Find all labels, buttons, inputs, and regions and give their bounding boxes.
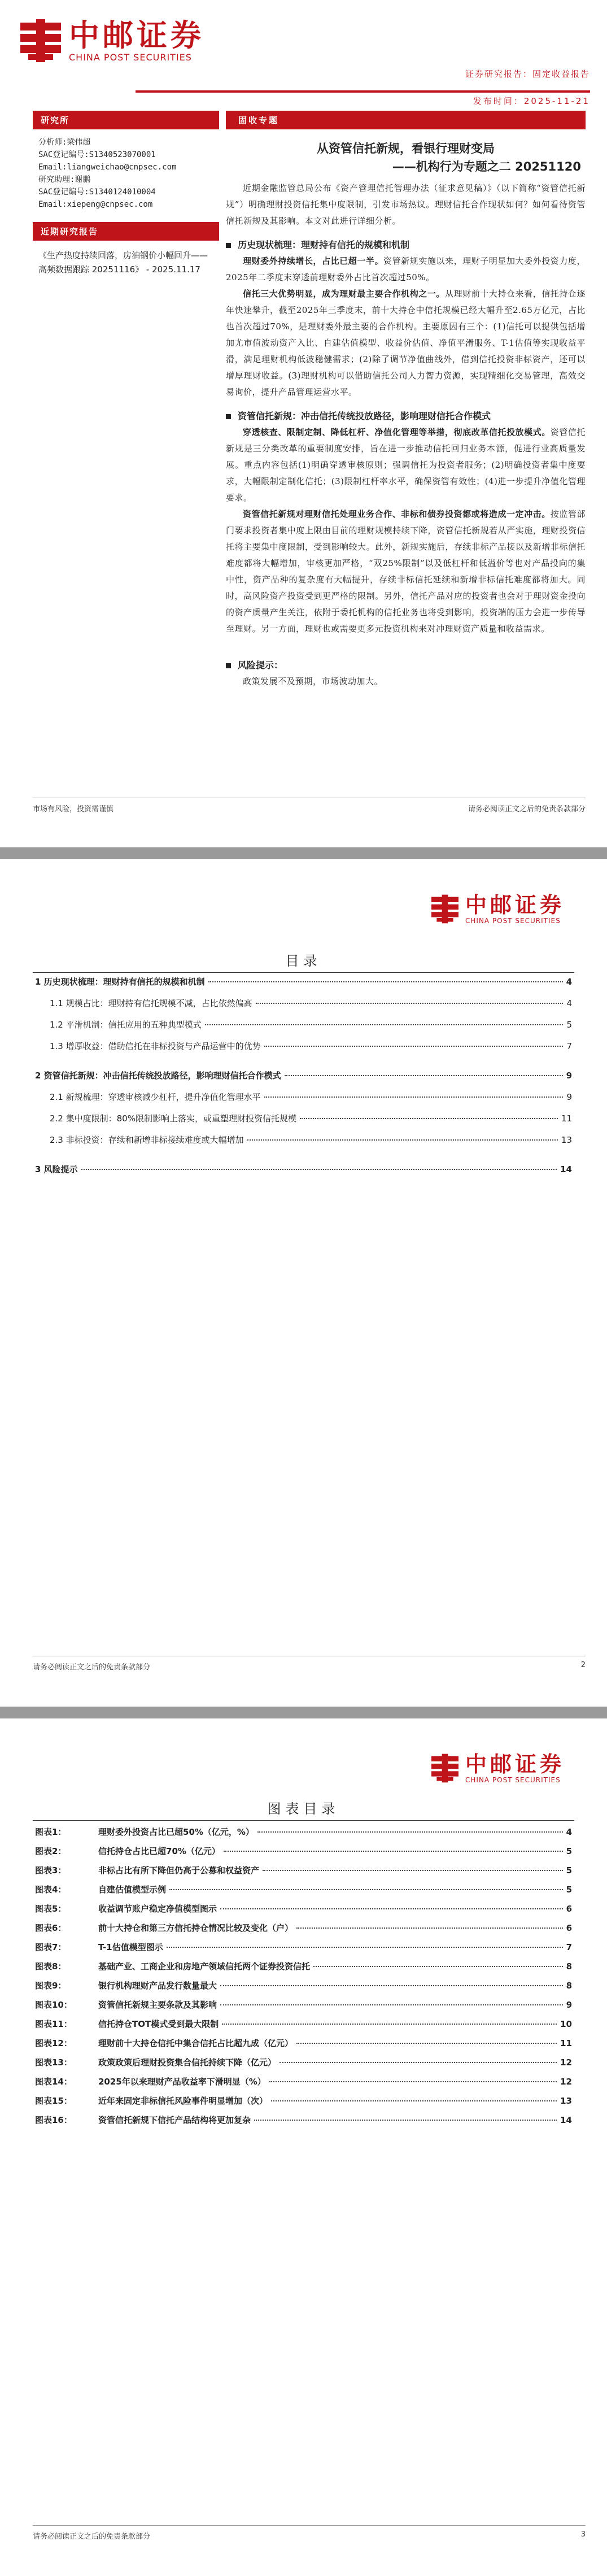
- page-footer: [33, 798, 586, 813]
- chart-list-entry[interactable]: 图表5： 收益调节账户稳定净值模型图示 6: [35, 1904, 572, 1914]
- analyst-line: 分析师:梁伟超: [38, 138, 91, 147]
- report-title: 从资管信托新规，看银行理财变局: [317, 142, 495, 155]
- china-post-logo-icon: [429, 893, 461, 925]
- main-content: [226, 111, 586, 690]
- chart-list-entry[interactable]: 图表1： 理财委外投资占比已超50%（亿元，%） 4: [35, 1827, 572, 1837]
- toc-entry[interactable]: 1 历史现状梳理：理财持有信托的规模和机制 4: [35, 977, 572, 987]
- footer-disclaimer: 请务必阅读正文之后的免责条款部分: [33, 2533, 151, 2541]
- chart-list-entry[interactable]: 图表14： 2025年以来理财产品收益率下滑明显（%） 12: [35, 2077, 572, 2087]
- chart-list-entry[interactable]: 图表16： 资管信托新规下信托产品结构将更加复杂 14: [35, 2115, 572, 2125]
- report-page-2: [0, 859, 607, 1707]
- footer-left: 市场有风险，投资需谨慎: [33, 805, 114, 813]
- company-logo: [429, 1752, 565, 1784]
- research-team-header: 研究所: [33, 111, 219, 129]
- chart-list-entry[interactable]: 图表2： 信托持仓占比已超70%（亿元） 5: [35, 1846, 572, 1856]
- company-logo: [17, 17, 204, 64]
- section-1-heading: 历史现状梳理：理财持有信托的规模和机制: [226, 237, 586, 253]
- toc-title: 目录: [285, 953, 322, 969]
- toc-entry[interactable]: 3 风险提示 14: [35, 1164, 572, 1174]
- chart-list-entry[interactable]: 图表3： 非标占比有所下降但仍高于公募和权益资产 5: [35, 1865, 572, 1876]
- recent-report-link[interactable]: 《生产热度持续回落，房油钢价小幅回升——高频数据跟踪 20251116》 - 2025.11.17: [38, 250, 208, 275]
- chart-list-entry[interactable]: 图表9： 银行机构理财产品发行数量最大 8: [35, 1981, 572, 1991]
- section-header: 固收专题: [226, 111, 586, 129]
- chart-list-entry[interactable]: 图表12： 理财前十大持仓信托中集合信托占比超九成（亿元） 11: [35, 2038, 572, 2048]
- logo-name-cn: 中邮证券: [69, 17, 204, 53]
- analyst-info: [33, 129, 219, 217]
- intro-paragraph: 近期金融监管总局公布《资产管理信托管理办法（征求意见稿）》（以下简称“资管信托新规”）明确理财投资信托集中度限制，引发市场热议。理财信托合作现状如何？如何看待资管信托新规及其影响。本文对此进行详细分析。: [226, 183, 586, 226]
- chart-list-entry[interactable]: 图表7： T-1估值模型图示 7: [35, 1942, 572, 1952]
- publish-date: 发布时间：2025-11-21: [473, 96, 590, 106]
- chart-list-title: 图表目录: [267, 1801, 340, 1817]
- china-post-logo-icon: [17, 17, 64, 64]
- chart-list-entry[interactable]: 图表15： 近年来固定非标信托风险事件明显增加（次） 13: [35, 2096, 572, 2106]
- toc-entry[interactable]: 1.3 增厚收益：借助信托在非标投资与产品运营中的优势 7: [50, 1041, 572, 1051]
- analyst-line: SAC登记编号:S1340523070001: [38, 150, 156, 159]
- section-1-paragraph: 理财委外持续增长，占比已超一半。资管新规实施以来，理财子明显加大委外投资力度，2025年二季度末穿透前理财委外占比首次超过50%。: [226, 256, 586, 282]
- company-logo: [429, 893, 565, 925]
- footer-right: 请务必阅读正文之后的免责条款部分: [468, 805, 586, 813]
- analyst-line: Email:xiepeng@cnpsec.com: [38, 200, 153, 209]
- page-footer: [33, 2525, 586, 2541]
- table-of-contents: [35, 976, 572, 1185]
- section-2-heading: 资管信托新规：冲击信托传统投放路径，影响理财信托合作模式: [226, 408, 586, 424]
- section-2-paragraph: 资管信托新规对理财信托处理业务合作、非标和债券投资都或将造成一定冲击。按监管部门要求投资者集中度上限由目前的理财规模持续下降，资管信托新规若从严实施，理财投资信托将主要集中度限制，受到影响较大。此外，新规实施后，存续非标产品接以及新增非标信托难度都将大幅增加，审核更加严格，“双25%限制”以及低杠杆和低溢价等也对产品投向的集中性，资产品种的复杂度有大幅提升，存续非标信托延续和新增非标信托难度都将加大。同时，高风险资产投资受到更严格的限制。另外，信托产品对应的投资者也会对于理财资金投向的资产质量产生关注，依附于委托机构的信托业务也将受到影响，投资端的压力会进一步传导至理财。另一方面，理财也或需要更多元投资机构来对冲理财资产质量和收益需求。: [226, 509, 586, 634]
- china-post-logo-icon: [429, 1752, 461, 1784]
- section-1-paragraph: 信托三大优势明显，成为理财最主要合作机构之一。从理财前十大持仓来看，信托持仓逐年快速攀升，截至2025年三季度末，前十大持仓中信托规模已经大幅升至2.65万亿元，占比也首次超过70%，是理财委外最主要的合作机构。主要原因有三个：(1)信托可以提供包括增加尤市值波动资产入比、自建估值模型、收益价估值、净值平滑服务、T-1估值等实现收益平滑，满足理财机构低波稳健需求；(2)除了调节净值曲线外，借到信托投资非标资产，还可以增厚理财收益。(3)理财机构可以借助信托公司人力智力资源，实现精细化交易管理，高效交易询价，提升产品管理运营水平。: [226, 289, 586, 397]
- toc-rule: [33, 972, 574, 973]
- header-rule: [136, 90, 590, 93]
- analyst-line: 研究助理:谢鹏: [38, 175, 91, 184]
- toc-entry[interactable]: 2.2 集中度限制：80%限制影响上落实，或重塑理财投资信托规模 11: [50, 1113, 572, 1124]
- toc-entry[interactable]: 2 资管信托新规：冲击信托传统投放路径，影响理财信托合作模式 9: [35, 1071, 572, 1081]
- toc-entry[interactable]: 2.1 新规梳理：穿透审核减少杠杆，提升净值化管理水平 9: [50, 1092, 572, 1102]
- report-page-3: [0, 1718, 607, 2576]
- logo-name-cn: 中邮证券: [465, 893, 565, 917]
- chart-list-entry[interactable]: 图表11： 信托持仓TOT模式受到最大限制 10: [35, 2019, 572, 2029]
- page-number: 3: [580, 2530, 586, 2539]
- logo-name-en: CHINA POST SECURITIES: [465, 917, 561, 925]
- chart-list-entry[interactable]: 图表10： 资管信托新规主要条款及其影响 9: [35, 2000, 572, 2010]
- report-type: 证券研究报告：固定收益报告: [465, 69, 590, 79]
- chart-list-rule: [33, 1820, 574, 1821]
- analyst-line: Email:liangweichao@cnpsec.com: [38, 163, 177, 172]
- sidebar: [33, 111, 219, 285]
- chart-list-entry[interactable]: 图表8： 基础产业、工商企业和房地产领域信托两个证券投资信托 8: [35, 1961, 572, 1972]
- logo-name-cn: 中邮证券: [465, 1752, 565, 1777]
- section-2-paragraph: 穿透核查、限制定制、降低杠杆、净值化管理等举措，彻底改革信托投放模式。资管信托新规是三分类改革的重要制度安排，旨在进一步推动信托回归业务本源，促进行业高质量发展。重点内容包括(1)明确穿透审核原则；强调信托为投资者服务；(2)明确投资者集中度要求，大幅限制定制化信托；(3)限制杠杆率水平，确保资管有效性；(4)进一步提升净值化管理要求。: [226, 427, 586, 503]
- footer-disclaimer: 请务必阅读正文之后的免责条款部分: [33, 1663, 151, 1672]
- logo-name-en: CHINA POST SECURITIES: [69, 51, 192, 63]
- analyst-line: SAC登记编号:S1340124010004: [38, 188, 156, 197]
- chart-list-entry[interactable]: 图表13： 政策政策后理财投资集合信托持续下降（亿元） 12: [35, 2057, 572, 2068]
- bullet-square-icon: [226, 414, 231, 419]
- bullet-square-icon: [226, 663, 231, 668]
- chart-list-entry[interactable]: 图表6： 前十大持仓和第三方信托持仓情况比较及变化（户） 6: [35, 1923, 572, 1933]
- toc-entry[interactable]: 2.3 非标投资：存续和新增非标接续难度或大幅增加 13: [50, 1135, 572, 1145]
- toc-entry[interactable]: 1.1 规模占比：理财持有信托规模不减，占比依然偏高 4: [50, 998, 572, 1008]
- page-number: 2: [580, 1661, 586, 1669]
- risk-text: 政策发展不及预期，市场波动加大。: [243, 676, 383, 686]
- chart-list-entry[interactable]: 图表4： 自建估值模型示例 5: [35, 1885, 572, 1895]
- report-page-1: [0, 0, 607, 847]
- toc-entry[interactable]: 1.2 平滑机制：信托应用的五种典型模式 5: [50, 1020, 572, 1030]
- chart-list: [35, 1826, 572, 2133]
- page-footer: [33, 1656, 586, 1672]
- logo-name-en: CHINA POST SECURITIES: [465, 1776, 561, 1784]
- recent-reports-header: 近期研究报告: [33, 222, 219, 241]
- report-subtitle: ——机构行为专题之二 20251120: [392, 160, 581, 173]
- risk-heading: 风险提示：: [226, 658, 586, 673]
- bullet-square-icon: [226, 243, 231, 248]
